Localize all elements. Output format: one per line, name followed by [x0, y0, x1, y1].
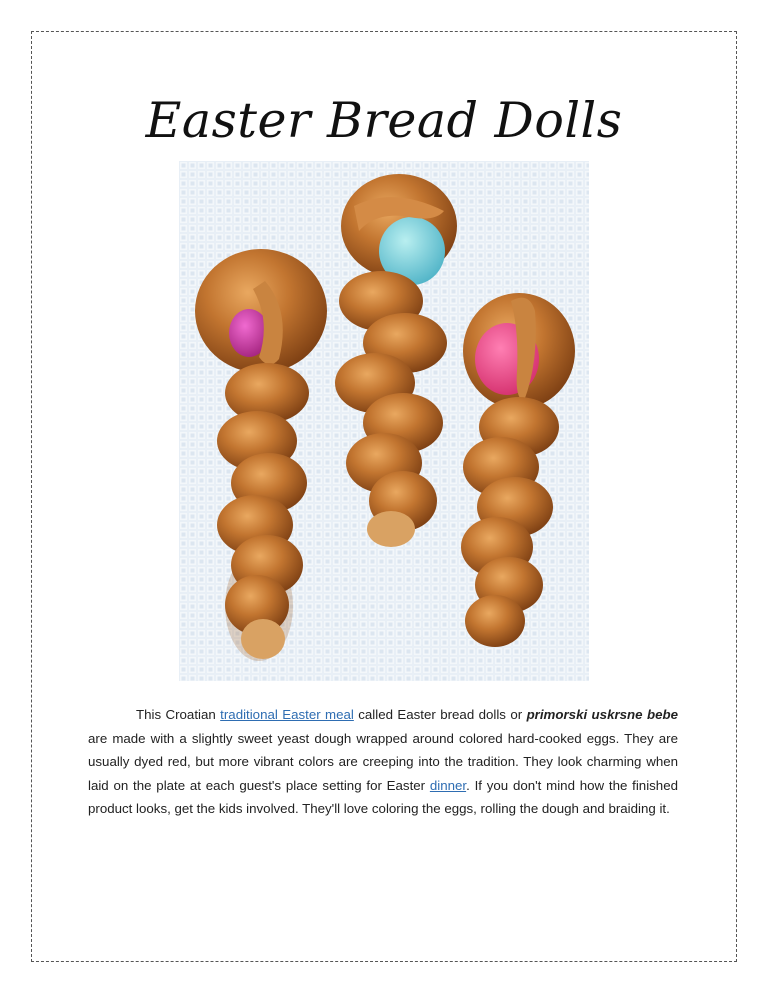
- paragraph-text: . If you don't mind how the finished product looks, get the kids involved. They'll love coloring the eggs, rolling the dough and braiding it.: [88, 777, 678, 817]
- link-dinner[interactable]: dinner: [429, 777, 467, 793]
- bread-dolls-photo: [179, 161, 589, 681]
- link-traditional-easter-meal[interactable]: traditional Easter meal: [220, 707, 354, 722]
- paragraph-text: called Easter bread dolls or: [353, 707, 527, 722]
- document-title: Easter Bread Dolls: [145, 92, 623, 149]
- description-paragraph: [88, 703, 678, 821]
- paragraph-text: This Croatian: [136, 707, 221, 722]
- paragraph-text: are made with a slightly sweet yeast dough wrapped around colored hard-cooked eggs. They are usually dyed red, but more vibrant colors are creeping into the tradition. They look charming when laid on the plate at each guest's place setting for Easter: [88, 730, 678, 793]
- croatian-term: bebe: [646, 707, 678, 722]
- croatian-term: primorski uskrsne: [526, 707, 643, 722]
